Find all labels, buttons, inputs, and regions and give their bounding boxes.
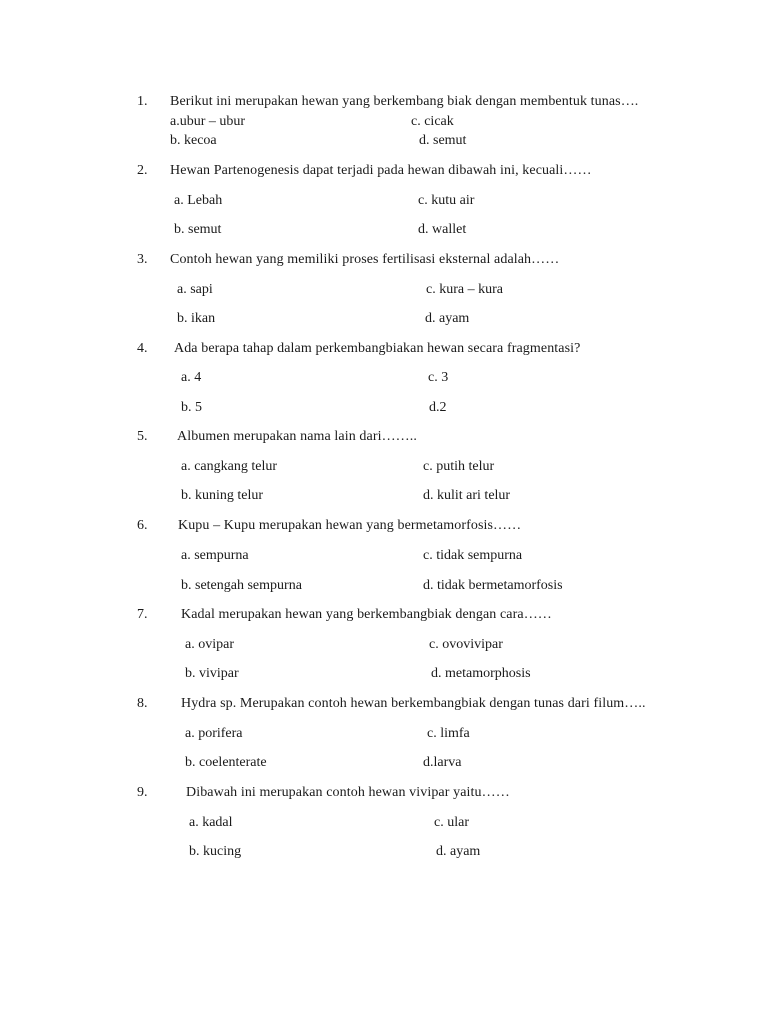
option-c: c. tidak sempurna [423,548,523,563]
option-c: c. putih telur [423,459,495,474]
option-d: d.2 [429,400,447,415]
question-number: 1. [137,94,148,109]
option-d: d. metamorphosis [431,666,531,681]
question-text: Hydra sp. Merupakan contoh hewan berkembangbiak dengan tunas dari filum….. [181,696,646,711]
option-a: a.ubur – ubur [170,114,246,129]
question-number: 4. [137,341,148,356]
option-a: a. ovipar [185,637,234,652]
option-c: c. limfa [427,726,470,741]
option-d: d. ayam [425,311,470,326]
option-b: b. kecoa [170,133,217,148]
option-b: b. vivipar [185,666,239,681]
option-c: c. kura – kura [426,282,503,297]
question-text: Berikut ini merupakan hewan yang berkembang biak dengan membentuk tunas…. [170,94,639,109]
option-c: c. kutu air [418,193,475,208]
option-b: b. semut [174,222,222,237]
option-d: d. tidak bermetamorfosis [423,578,563,593]
option-a: a. cangkang telur [181,459,278,474]
option-b: b. setengah sempurna [181,578,302,593]
question-text: Dibawah ini merupakan contoh hewan vivipar yaitu…… [186,785,510,800]
option-d: d. semut [419,133,467,148]
option-b: b. 5 [181,400,202,415]
option-a: a. 4 [181,370,202,385]
question-text: Albumen merupakan nama lain dari…….. [177,429,417,444]
question-number: 3. [137,252,148,267]
option-d: d. wallet [418,222,467,237]
option-a: a. Lebah [174,193,223,208]
question-text: Ada berapa tahap dalam perkembangbiakan hewan secara fragmentasi? [174,341,581,356]
option-c: c. 3 [428,370,449,385]
question-number: 9. [137,785,148,800]
option-c: c. cicak [411,114,454,129]
question-text: Hewan Partenogenesis dapat terjadi pada hewan dibawah ini, kecuali…… [170,163,592,178]
option-c: c. ovovivipar [429,637,503,652]
option-a: a. sempurna [181,548,249,563]
option-d: d.larva [423,755,462,770]
option-c: c. ular [434,815,469,830]
option-b: b. coelenterate [185,755,267,770]
question-text: Contoh hewan yang memiliki proses fertilisasi eksternal adalah…… [170,252,560,267]
option-a: a. kadal [189,815,233,830]
option-b: b. ikan [177,311,216,326]
option-a: a. sapi [177,282,213,297]
option-a: a. porifera [185,726,243,741]
question-text: Kadal merupakan hewan yang berkembangbiak dengan cara…… [181,607,552,622]
question-number: 7. [137,607,148,622]
question-number: 2. [137,163,148,178]
option-d: d. kulit ari telur [423,488,511,503]
option-b: b. kucing [189,844,242,859]
question-number: 8. [137,696,148,711]
option-b: b. kuning telur [181,488,264,503]
question-text: Kupu – Kupu merupakan hewan yang bermetamorfosis…… [178,518,522,533]
option-d: d. ayam [436,844,481,859]
question-number: 6. [137,518,148,533]
question-number: 5. [137,429,148,444]
